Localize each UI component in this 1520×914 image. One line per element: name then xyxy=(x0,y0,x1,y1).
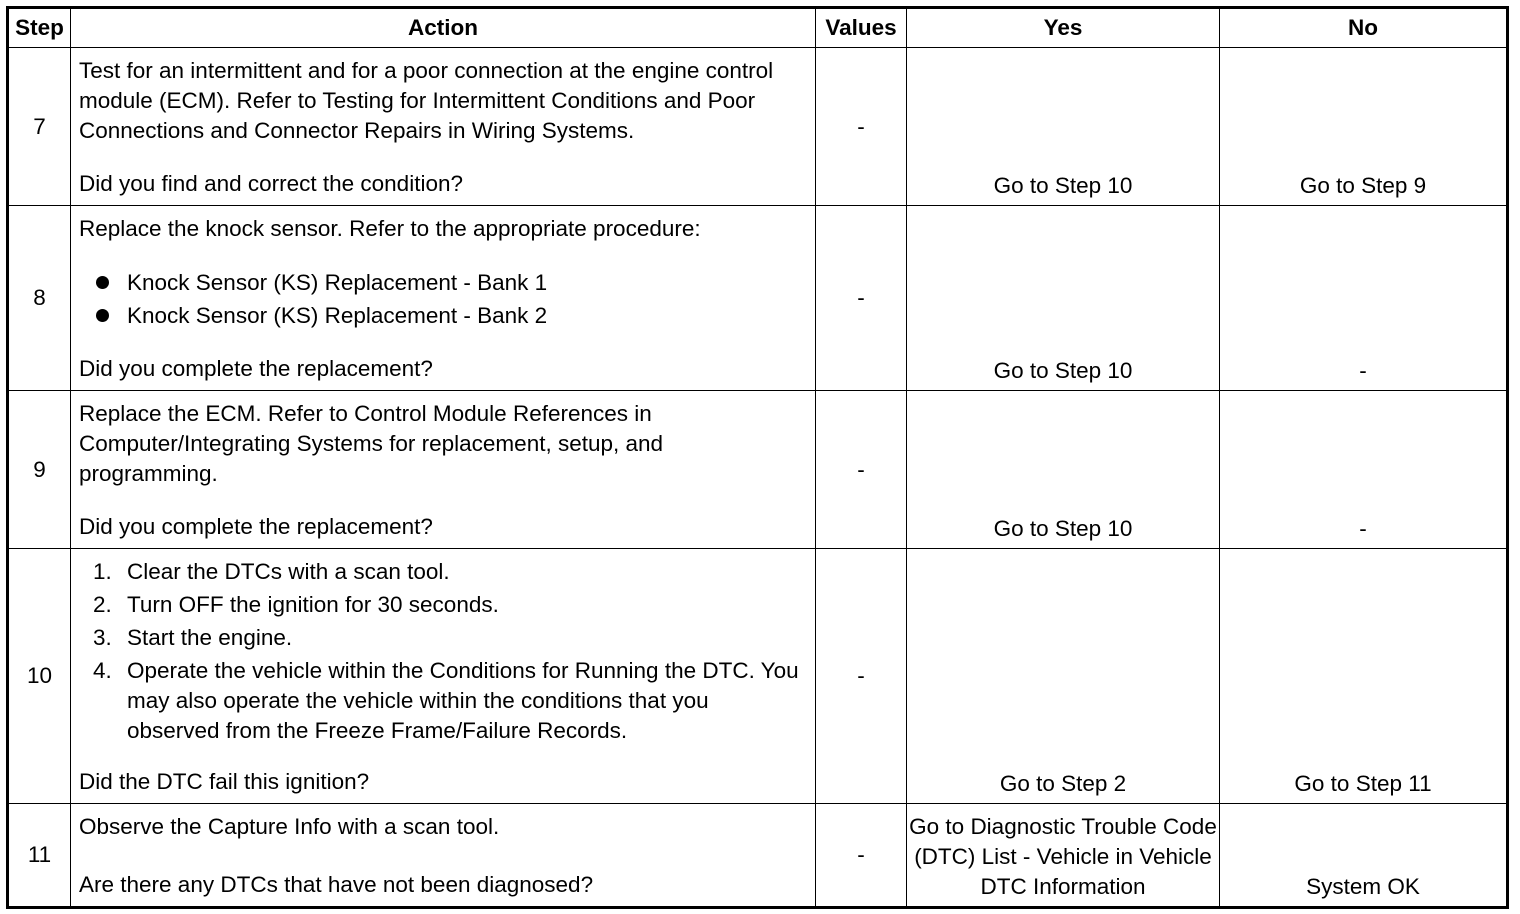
step-number: 8 xyxy=(8,206,71,391)
yes-cell: Go to Step 10 xyxy=(907,391,1220,549)
diagnostic-table xyxy=(6,6,1509,909)
table-row-step-8 xyxy=(8,206,1508,391)
yes-cell: Go to Step 10 xyxy=(907,206,1220,391)
values-cell: - xyxy=(816,549,907,804)
values-cell: - xyxy=(816,391,907,549)
table-row-step-11 xyxy=(8,804,1508,908)
step-number: 9 xyxy=(8,391,71,549)
header-action: Action xyxy=(71,8,816,48)
list-item xyxy=(79,557,807,587)
table-row-step-9 xyxy=(8,391,1508,549)
list-text: Turn OFF the ignition for 30 seconds. xyxy=(127,592,499,617)
action-text: Observe the Capture Info with a scan tool. xyxy=(79,814,500,839)
values-cell: - xyxy=(816,206,907,391)
bullet-icon xyxy=(96,276,109,289)
list-item xyxy=(79,266,807,299)
step-number: 10 xyxy=(8,549,71,804)
values-cell: - xyxy=(816,804,907,908)
action-cell xyxy=(71,206,816,391)
action-question: Did you complete the replacement? xyxy=(79,356,433,381)
list-number: 2. xyxy=(93,592,112,617)
list-item xyxy=(79,656,807,746)
list-item xyxy=(79,623,807,653)
procedure-bullet-list xyxy=(79,266,807,332)
header-step: Step xyxy=(8,8,71,48)
step-number: 7 xyxy=(8,48,71,206)
list-number: 3. xyxy=(93,625,112,650)
header-values: Values xyxy=(816,8,907,48)
step-number: 11 xyxy=(8,804,71,908)
list-item xyxy=(79,299,807,332)
action-text: Replace the ECM. Refer to Control Module References in Computer/Integrating Systems for replacement, setup, and programming. xyxy=(79,401,664,486)
procedure-step-list xyxy=(79,557,807,749)
action-cell xyxy=(71,48,816,206)
bullet-icon xyxy=(96,309,109,322)
no-cell: System OK xyxy=(1220,804,1508,908)
header-yes: Yes xyxy=(907,8,1220,48)
action-question: Did you find and correct the condition? xyxy=(79,171,463,196)
table-row-step-7 xyxy=(8,48,1508,206)
bullet-text: Knock Sensor (KS) Replacement - Bank 2 xyxy=(127,303,548,328)
list-text: Clear the DTCs with a scan tool. xyxy=(127,559,450,584)
list-number: 1. xyxy=(93,559,112,584)
values-cell: - xyxy=(816,48,907,206)
action-text: Test for an intermittent and for a poor connection at the engine control module (ECM). Refer to Testing for Intermittent Conditions and Poor Connections and Connector Repairs in Wiring Systems. xyxy=(79,58,774,143)
table-row-step-10 xyxy=(8,549,1508,804)
bullet-text: Knock Sensor (KS) Replacement - Bank 1 xyxy=(127,270,548,295)
no-cell: - xyxy=(1220,391,1508,549)
no-cell: Go to Step 11 xyxy=(1220,549,1508,804)
action-cell xyxy=(71,549,816,804)
action-question: Did you complete the replacement? xyxy=(79,514,433,539)
yes-cell: Go to Step 10 xyxy=(907,48,1220,206)
list-text: Start the engine. xyxy=(127,625,293,650)
action-text: Replace the knock sensor. Refer to the appropriate procedure: xyxy=(79,216,701,241)
no-cell: Go to Step 9 xyxy=(1220,48,1508,206)
no-cell: - xyxy=(1220,206,1508,391)
header-no: No xyxy=(1220,8,1508,48)
list-item xyxy=(79,590,807,620)
action-cell xyxy=(71,391,816,549)
action-question: Did the DTC fail this ignition? xyxy=(79,769,370,794)
list-number: 4. xyxy=(93,658,112,683)
action-question: Are there any DTCs that have not been diagnosed? xyxy=(79,872,594,897)
list-text: Operate the vehicle within the Conditions for Running the DTC. You may also operate the vehicle within the conditions that you observed from the Freeze Frame/Failure Records. xyxy=(127,658,799,743)
action-cell xyxy=(71,804,816,908)
table-header-row xyxy=(8,8,1508,48)
yes-cell: Go to Step 2 xyxy=(907,549,1220,804)
yes-cell: Go to Diagnostic Trouble Code (DTC) List - Vehicle in Vehicle DTC Information xyxy=(907,804,1220,908)
